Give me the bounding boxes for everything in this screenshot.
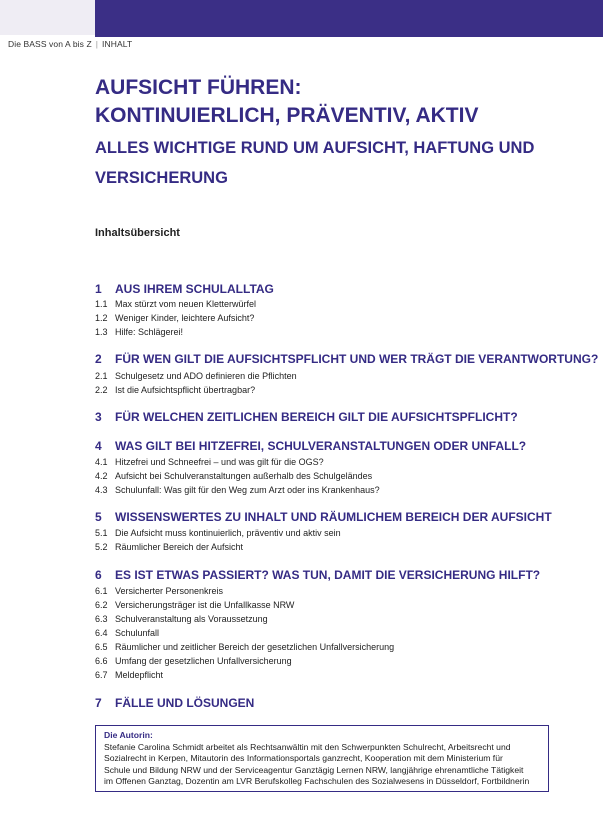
running-header-separator: | bbox=[95, 39, 99, 49]
item-text: Räumlicher Bereich der Aufsicht bbox=[115, 542, 244, 552]
section-title: FÜR WELCHEN ZEITLICHEN BEREICH GILT DIE AUFSICHTSPFLICHT? bbox=[115, 410, 518, 424]
toc-section-4[interactable] bbox=[95, 439, 526, 453]
title-line-1: AUFSICHT FÜHREN: bbox=[95, 76, 302, 99]
item-text: Schulveranstaltung als Voraussetzung bbox=[115, 614, 268, 624]
item-number: 2.2 bbox=[95, 385, 108, 395]
toc-item-6-3[interactable] bbox=[95, 614, 268, 624]
toc-item-5-1[interactable] bbox=[95, 528, 341, 538]
toc-item-4-2[interactable] bbox=[95, 471, 372, 481]
item-text: Räumlicher und zeitlicher Bereich der gesetzlichen Unfallversicherung bbox=[115, 642, 395, 652]
author-box bbox=[95, 725, 549, 792]
item-text: Versicherungsträger ist die Unfallkasse NRW bbox=[115, 600, 295, 610]
item-number: 4.2 bbox=[95, 471, 108, 481]
toc-item-1-1[interactable] bbox=[95, 299, 256, 309]
item-text: Meldepflicht bbox=[115, 670, 164, 680]
item-text: Weniger Kinder, leichtere Aufsicht? bbox=[115, 313, 255, 323]
author-bio-line-2: Sozialrecht in Kerpen, Mitautorin des Informationsportals ganzrecht, Kooperation mit dem Ministerium für bbox=[104, 753, 503, 763]
header-band-right bbox=[95, 0, 603, 35]
item-number: 5.1 bbox=[95, 528, 108, 538]
section-number: 7 bbox=[95, 696, 102, 710]
item-text: Hitzefrei und Schneefrei – und was gilt für die OGS? bbox=[115, 457, 324, 467]
toc-item-6-1[interactable] bbox=[95, 586, 223, 596]
item-text: Umfang der gesetzlichen Unfallversicherung bbox=[115, 656, 292, 666]
item-number: 2.1 bbox=[95, 371, 108, 381]
item-number: 4.1 bbox=[95, 457, 108, 467]
toc-item-1-3[interactable] bbox=[95, 327, 183, 337]
section-number: 3 bbox=[95, 410, 102, 424]
toc-section-7[interactable] bbox=[95, 696, 254, 710]
author-bio-line-4: im Offenen Ganztag, Dozentin am LVR Berufskolleg Fachschulen des Sozialwesens in Düsseldorf, Fortbildnerin bbox=[104, 776, 530, 786]
toc-item-6-2[interactable] bbox=[95, 600, 294, 610]
item-number: 1.1 bbox=[95, 299, 108, 309]
item-number: 5.2 bbox=[95, 542, 108, 552]
subtitle-line-2: VERSICHERUNG bbox=[95, 169, 228, 187]
toc-item-4-3[interactable] bbox=[95, 485, 380, 495]
toc-item-4-1[interactable] bbox=[95, 457, 324, 467]
item-text: Versicherter Personenkreis bbox=[115, 586, 224, 596]
author-bio-line-1: Stefanie Carolina Schmidt arbeitet als Rechtsanwältin mit den Schwerpunkten Schulrecht, Arbeitsrecht und bbox=[104, 741, 511, 752]
toc-section-2[interactable] bbox=[95, 352, 598, 366]
item-text: Ist die Aufsichtspflicht übertragbar? bbox=[115, 385, 256, 395]
toc-item-6-6[interactable] bbox=[95, 656, 292, 666]
item-text: Schulgesetz und ADO definieren die Pflichten bbox=[115, 371, 297, 381]
toc-section-5[interactable] bbox=[95, 510, 552, 524]
item-text: Schulunfall bbox=[115, 628, 160, 638]
toc-item-2-2[interactable] bbox=[95, 385, 255, 395]
toc-item-2-1[interactable] bbox=[95, 371, 297, 381]
toc-item-6-5[interactable] bbox=[95, 642, 394, 652]
item-number: 1.2 bbox=[95, 313, 108, 323]
section-number: 5 bbox=[95, 510, 102, 524]
item-text: Hilfe: Schlägerei! bbox=[115, 327, 184, 337]
author-bio-line-3: Schule und Bildung NRW und der Serviceagentur Ganztägig Lernen NRW, langjährige ehrenamtliche Tätigkeit bbox=[104, 764, 524, 775]
running-header bbox=[8, 39, 132, 49]
item-number: 6.2 bbox=[95, 600, 108, 610]
subtitle-line-1: ALLES WICHTIGE RUND UM AUFSICHT, HAFTUNG UND bbox=[95, 139, 535, 157]
toc-section-6[interactable] bbox=[95, 568, 540, 582]
item-number: 4.3 bbox=[95, 485, 108, 495]
section-number: 4 bbox=[95, 439, 102, 453]
item-text: Aufsicht bei Schulveranstaltungen außerhalb des Schulgeländes bbox=[115, 471, 373, 481]
top-band bbox=[0, 0, 603, 35]
header-band-left bbox=[0, 0, 95, 35]
section-title: FÜR WEN GILT DIE AUFSICHTSPFLICHT UND WER TRÄGT DIE VERANTWORTUNG? bbox=[115, 352, 599, 366]
item-number: 6.4 bbox=[95, 628, 108, 638]
section-title: FÄLLE UND LÖSUNGEN bbox=[115, 696, 255, 710]
section-title: AUS IHREM SCHULALLTAG bbox=[115, 282, 274, 296]
toc-item-6-4[interactable] bbox=[95, 628, 159, 638]
item-text: Schulunfall: Was gilt für den Weg zum Arzt oder ins Krankenhaus? bbox=[115, 485, 380, 495]
section-number: 2 bbox=[95, 352, 102, 366]
title-line-2: KONTINUIERLICH, PRÄVENTIV, AKTIV bbox=[95, 104, 479, 127]
section-number: 6 bbox=[95, 568, 102, 582]
running-header-section: INHALT bbox=[102, 39, 133, 49]
toc-section-3[interactable] bbox=[95, 410, 518, 424]
toc-item-6-7[interactable] bbox=[95, 670, 163, 680]
section-title: ES IST ETWAS PASSIERT? WAS TUN, DAMIT DIE VERSICHERUNG HILFT? bbox=[115, 568, 541, 582]
author-label: Die Autorin: bbox=[104, 730, 153, 740]
item-text: Max stürzt vom neuen Kletterwürfel bbox=[115, 299, 257, 309]
running-header-book: Die BASS von A bis Z bbox=[8, 39, 92, 49]
item-number: 6.1 bbox=[95, 586, 108, 596]
item-number: 6.7 bbox=[95, 670, 108, 680]
toc-section-1[interactable] bbox=[95, 282, 274, 296]
item-text: Die Aufsicht muss kontinuierlich, präventiv und aktiv sein bbox=[115, 528, 341, 538]
item-number: 6.3 bbox=[95, 614, 108, 624]
section-number: 1 bbox=[95, 282, 102, 296]
toc-item-5-2[interactable] bbox=[95, 542, 243, 552]
section-title: WISSENSWERTES ZU INHALT UND RÄUMLICHEM BEREICH DER AUFSICHT bbox=[115, 510, 552, 524]
header-rule bbox=[95, 35, 603, 37]
toc-label: Inhaltsübersicht bbox=[95, 227, 180, 239]
item-number: 1.3 bbox=[95, 327, 108, 337]
toc-item-1-2[interactable] bbox=[95, 313, 254, 323]
item-number: 6.6 bbox=[95, 656, 108, 666]
section-title: WAS GILT BEI HITZEFREI, SCHULVERANSTALTUNGEN ODER UNFALL? bbox=[115, 439, 527, 453]
item-number: 6.5 bbox=[95, 642, 108, 652]
